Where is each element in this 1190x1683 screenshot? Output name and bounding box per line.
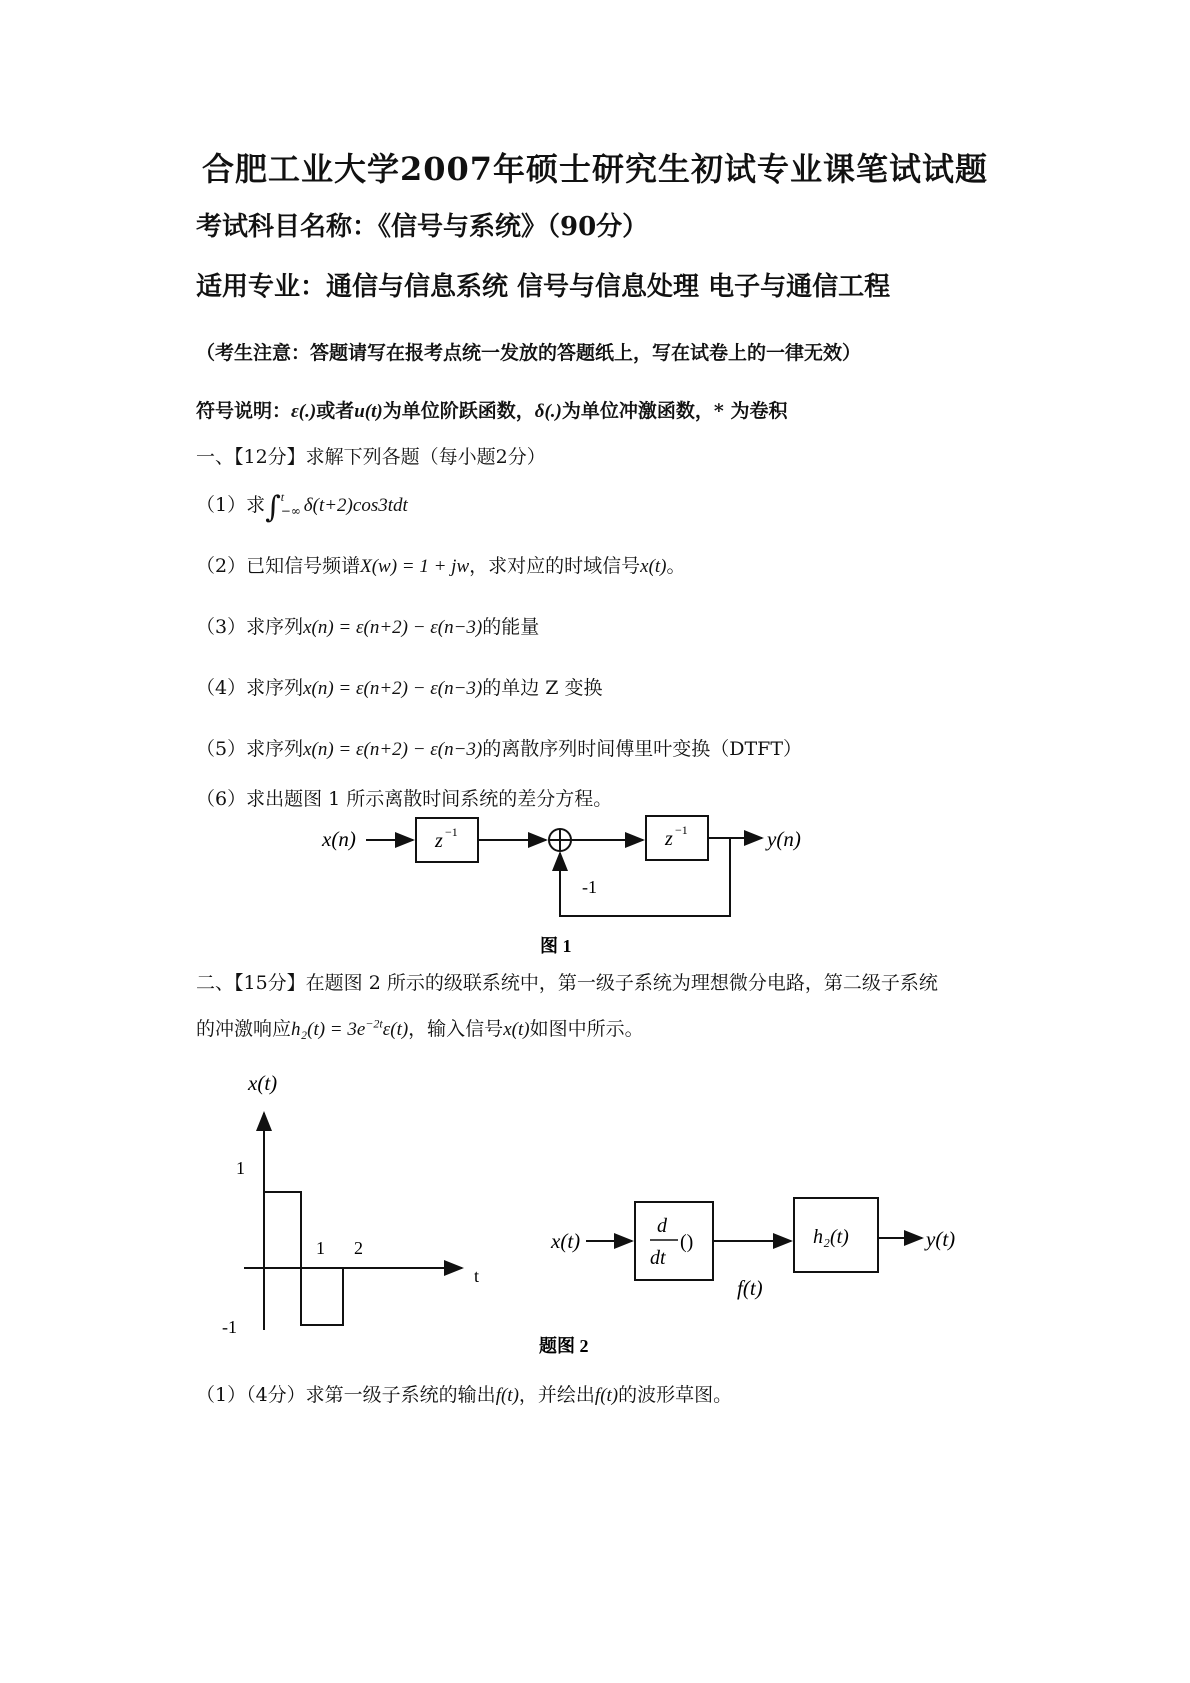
- exam-notice: （考生注意：答题请写在报考点统一发放的答题纸上，写在试卷上的一律无效）: [196, 342, 862, 364]
- h2-exponent: −2t: [365, 1016, 383, 1031]
- fig2-h2-block: [794, 1198, 878, 1272]
- fig1-delay2-exp: −1: [675, 823, 688, 837]
- fig1-delay1-exp: −1: [445, 825, 458, 839]
- h2-step: ε(t): [382, 1019, 409, 1040]
- fig2-diff-numerator: d: [657, 1215, 667, 1237]
- part2-subquestion-1: [196, 1380, 732, 1407]
- q3-label: （3）求序列: [196, 616, 304, 638]
- sub1-f2: f(t): [594, 1385, 619, 1406]
- sub1-f1: f(t): [495, 1385, 519, 1406]
- q4-expression: x(n) = ε(n+2) − ε(n−3): [303, 678, 483, 699]
- fig2-caption: 题图 2: [539, 1336, 589, 1356]
- q5-label: （5）求序列: [196, 738, 304, 760]
- part2-heading: 二、【15分】在题图 2 所示的级联系统中，第一级子系统为理想微分电路，第二级子系统: [196, 972, 938, 994]
- symbol-legend-prefix: 符号说明：: [196, 400, 292, 422]
- symbol-u: u(t): [354, 401, 383, 422]
- fig2-tick-neg: -1: [222, 1317, 237, 1337]
- fig1-delay2-z: z: [665, 828, 673, 850]
- fig2-diff-paren: (): [680, 1231, 694, 1253]
- q4-label: （4）求序列: [196, 677, 304, 699]
- symbol-conv-desc: * 为卷积: [713, 400, 788, 422]
- sub1-end: 的波形草图。: [618, 1384, 733, 1406]
- q1-upper-limit: t: [280, 490, 285, 504]
- fig1-input-label: x(n): [322, 827, 356, 851]
- fig1-output-label: y(n): [767, 827, 801, 851]
- question-2: [196, 551, 686, 578]
- part2-input-var: x(t): [503, 1019, 530, 1040]
- fig1-delay1-z: z: [435, 830, 443, 852]
- q3-expression: x(n) = ε(n+2) − ε(n−3): [303, 617, 483, 638]
- q2-expression: X(w) = 1 + jw: [360, 556, 470, 577]
- q5-end: 的离散序列时间傅里叶变换（DTFT）: [482, 738, 803, 760]
- fig2-mid-signal-label: f(t): [737, 1276, 763, 1300]
- question-5: [196, 734, 802, 761]
- integral-icon: ∫: [265, 490, 281, 525]
- q1-label: （1）求: [196, 494, 266, 516]
- sub1-pre: （1）（4分）求第一级子系统的输出: [196, 1384, 496, 1406]
- fig2-signal-trace: [264, 1192, 343, 1325]
- q2-mid: ，求对应的时域信号: [469, 555, 641, 577]
- q2-end: 。: [666, 555, 686, 577]
- fig2-h2-label: h₂(t): [813, 1226, 849, 1248]
- fig1-adder-icon: [549, 829, 571, 851]
- fig2-y-axis-label: x(t): [248, 1071, 278, 1095]
- fig1-delay-block-2: [646, 816, 708, 860]
- fig1-delay-block-1: [416, 818, 478, 862]
- h2-expression: h₂(t) = 3e: [291, 1019, 366, 1040]
- part1-heading: 一、【12分】求解下列各题（每小题2分）: [196, 446, 546, 468]
- page-title: 合肥工业大学2007年硕士研究生初试专业课笔试试题: [201, 150, 989, 188]
- fig2-x-axis-label: t: [474, 1266, 480, 1286]
- symbol-epsilon: ε(.): [291, 401, 317, 422]
- part2-line2-mid: ，输入信号: [408, 1018, 504, 1040]
- q2-variable: x(t): [640, 556, 667, 577]
- applicable-majors: 适用专业：通信与信息系统 信号与信息处理 电子与通信工程: [196, 272, 891, 302]
- fig2-tick-pos: 1: [236, 1158, 245, 1178]
- q3-end: 的能量: [482, 616, 540, 638]
- figure2-block-diagram: [539, 1198, 955, 1356]
- symbol-delta: δ(.): [534, 401, 562, 422]
- fig2-tick-x1: 1: [316, 1238, 325, 1258]
- question-6: （6）求出题图 1 所示离散时间系统的差分方程。: [196, 788, 613, 810]
- q1-expression: δ(t+2)cos3tdt: [303, 495, 408, 516]
- question-4: [196, 673, 603, 700]
- part2-line2-pre: 的冲激响应: [196, 1018, 292, 1040]
- exam-subject: 考试科目名称：《信号与系统》（90分）: [196, 212, 649, 242]
- sub1-mid: ，并绘出: [518, 1384, 595, 1406]
- symbol-or: 或者: [316, 400, 355, 422]
- fig1-feedback-gain: -1: [582, 877, 597, 897]
- fig2-tick-x2: 2: [354, 1238, 363, 1258]
- question-3: [196, 612, 539, 639]
- q1-lower-limit: −∞: [280, 504, 301, 518]
- fig1-feedback-path: [560, 838, 730, 916]
- figure2-waveform: [222, 1071, 479, 1337]
- symbol-step-desc: 为单位阶跃函数，: [382, 400, 535, 422]
- figure1-block-diagram: [321, 816, 801, 956]
- fig2-input-label: x(t): [551, 1229, 581, 1253]
- q5-expression: x(n) = ε(n+2) − ε(n−3): [303, 739, 483, 760]
- part2-line2-end: 如图中所示。: [529, 1018, 644, 1040]
- symbol-legend: [196, 396, 787, 423]
- fig2-diff-denominator: dt: [650, 1247, 666, 1269]
- q4-end: 的单边 Z 变换: [482, 677, 603, 699]
- question-1: [196, 490, 408, 525]
- fig1-caption: 图 1: [540, 936, 572, 956]
- symbol-impulse-desc: 为单位冲激函数，: [561, 400, 714, 422]
- q2-label: （2）已知信号频谱: [196, 555, 361, 577]
- part2-line2: [196, 1014, 644, 1041]
- fig2-output-label: y(t): [926, 1227, 956, 1251]
- fig2-differentiator-block: [635, 1202, 713, 1280]
